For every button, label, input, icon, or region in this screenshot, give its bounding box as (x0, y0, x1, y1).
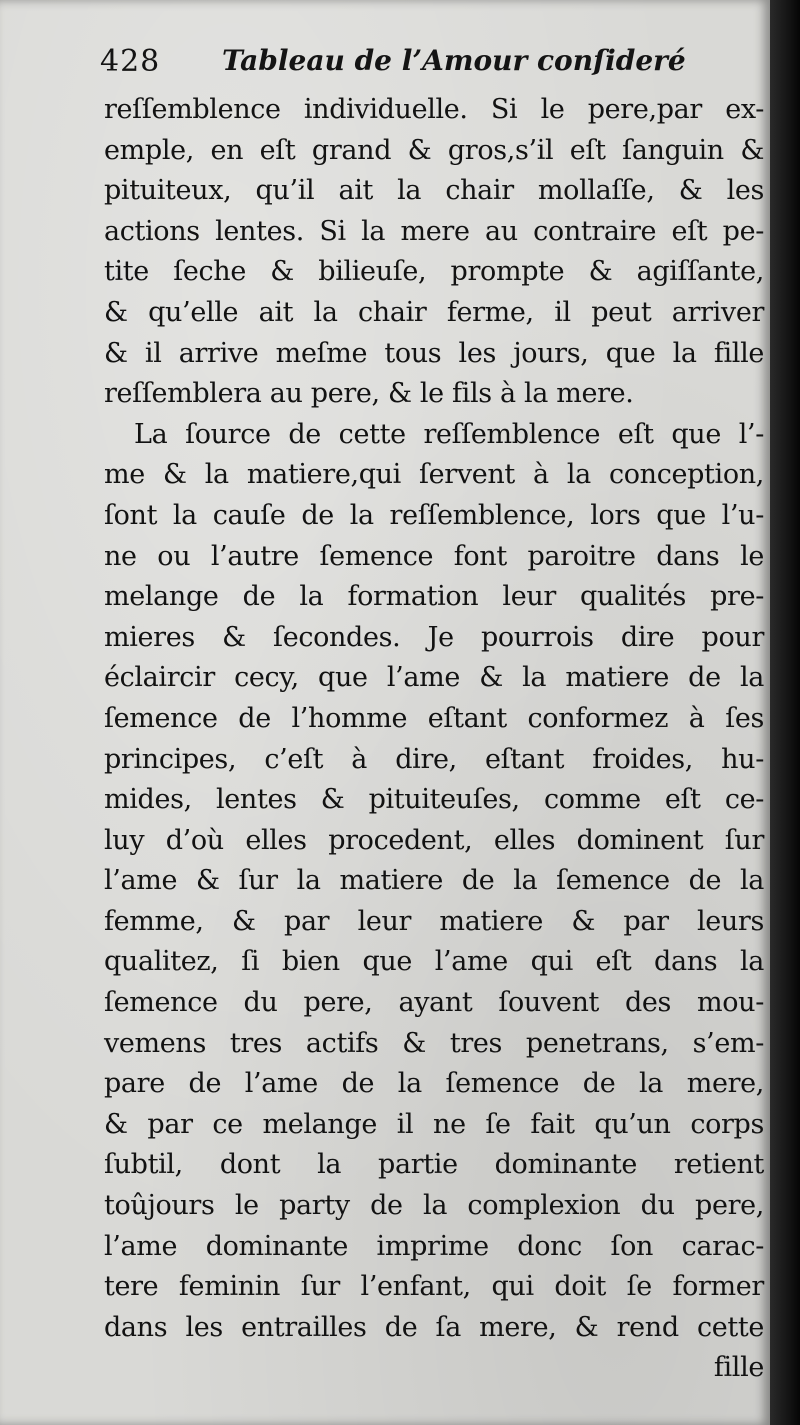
text-line: pituiteux, qu’il ait la chair mollaſſe, & les (104, 175, 764, 207)
catchword: fille (713, 1352, 764, 1384)
text-line: vemens tres actifs & tres penetrans, s’em- (104, 1027, 764, 1059)
text-line: pare de l’ame de la ſemence de la mere, (104, 1068, 764, 1100)
text-line: dans les entrailles de ſa mere, & rend cette (104, 1311, 764, 1343)
text-line: femme, & par leur matiere & par leurs (104, 905, 764, 937)
text-line: & par ce melange il ne ſe fait qu’un corps (104, 1108, 764, 1140)
text-line: toûjours le party de la complexion du pere, (104, 1190, 764, 1222)
text-line: La ſource de cette reſſemblence eſt que l’- (134, 418, 764, 450)
running-head (100, 40, 686, 84)
text-line: ſubtil, dont la partie dominante retient (104, 1149, 764, 1181)
body-text (104, 90, 764, 1389)
text-line: ſont la cauſe de la reſſemblence, lors que l’u- (104, 499, 764, 531)
text-line: mides, lentes & pituiteuſes, comme eſt ce- (104, 784, 764, 816)
text-line: tere feminin ſur l’enfant, qui doit ſe former (104, 1271, 764, 1303)
page-edge-shadow (770, 0, 800, 1425)
text-line: ſemence du pere, ayant ſouvent des mou- (104, 987, 764, 1019)
text-line: l’ame dominante imprime donc ſon carac- (104, 1230, 764, 1262)
text-line: luy d’où elles procedent, elles dominent ſur (104, 824, 764, 856)
text-line: reſſemblence individuelle. Si le pere,par ex- (104, 94, 764, 125)
text-line: principes, c’eſt à dire, eſtant froides, hu- (104, 743, 764, 775)
text-line: l’ame & ſur la matiere de la ſemence de la (104, 865, 764, 897)
text-line: ſemence de l’homme eſtant conformez à ſes (104, 702, 764, 734)
text-line: reſſemblera au pere, & le fils à la mere. (104, 378, 634, 410)
text-line: melange de la formation leur qualités pre- (104, 581, 764, 613)
text-line: ne ou l’autre ſemence font paroitre dans le (104, 540, 764, 572)
text-line: actions lentes. Si la mere au contraire eſt pe- (104, 215, 764, 247)
text-line: emple, en eſt grand & gros,s’il eſt ſanguin & (104, 134, 764, 166)
text-line: qualitez, ſi bien que l’ame qui eſt dans la (104, 946, 764, 978)
text-line: éclaircir cecy, que l’ame & la matiere de la (104, 662, 764, 694)
text-line: tite ſeche & bilieuſe, prompte & agiſſante, (104, 256, 764, 288)
text-line: mieres & ſecondes. Je pourrois dire pour (104, 621, 764, 653)
text-line: & il arrive meſme tous les jours, que la fille (104, 337, 764, 369)
text-line: me & la matiere,qui ſervent à la conception, (104, 459, 764, 491)
running-head-title: Tableau de l’Amour conſideré (222, 44, 686, 77)
page-number: 428 (100, 44, 161, 79)
text-line: & qu’elle ait la chair ferme, il peut arriver (104, 296, 764, 328)
